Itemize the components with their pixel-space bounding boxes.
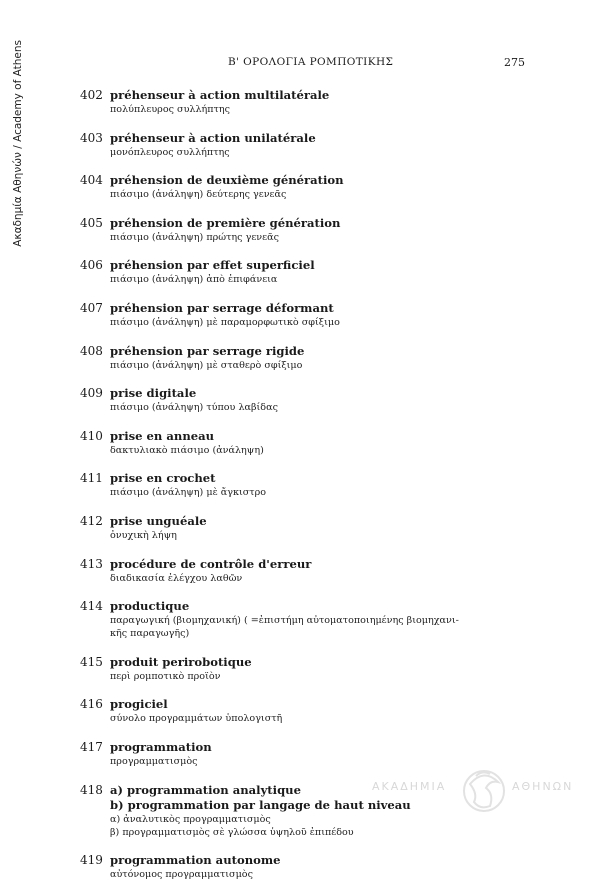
glossary-entry	[80, 258, 540, 286]
french-term	[110, 173, 540, 188]
entry-number: 415	[80, 654, 103, 669]
greek-translation	[110, 712, 540, 725]
entry-number: 406	[80, 258, 103, 273]
greek-translation-line: μονόπλευρος συλλήπτης	[110, 146, 230, 158]
greek-translation-line: διαδικασία ἐλέγχου λαθῶν	[110, 572, 243, 584]
greek-translation-line: περὶ ρομποτικὸ προϊὸν	[110, 670, 221, 682]
glossary-entry	[80, 131, 540, 159]
french-term-line: prise unguéale	[110, 513, 207, 528]
french-term-line: progiciel	[110, 697, 168, 712]
french-term-line: préhenseur à action multilatérale	[110, 88, 330, 102]
french-term-line: programmation autonome	[110, 853, 281, 868]
greek-translation	[110, 670, 540, 683]
entry-number: 404	[80, 173, 103, 188]
greek-translation	[110, 572, 540, 585]
entry-number: 417	[80, 739, 103, 754]
watermark-text-left: ΑΚΑΔΗΜΙΑ	[372, 780, 447, 793]
entry-number: 411	[80, 471, 103, 486]
greek-translation	[110, 231, 540, 244]
french-term	[110, 471, 540, 486]
greek-translation-line: σύνολο προγραμμάτων ὑπολογιστῆ	[110, 713, 283, 725]
entry-number: 409	[80, 386, 103, 401]
french-term-line: productique	[110, 599, 190, 614]
french-term-line: b) programmation par langage de haut niveau	[110, 797, 411, 812]
greek-translation	[110, 359, 540, 372]
french-term	[110, 655, 540, 670]
greek-translation	[110, 868, 540, 881]
greek-translation-line: ὀνυχικὴ λήψη	[110, 529, 177, 541]
entry-number: 416	[80, 697, 103, 712]
greek-translation	[110, 316, 540, 329]
greek-translation	[110, 103, 540, 116]
entry-number: 408	[80, 343, 103, 358]
french-term-line: produit perirobotique	[110, 654, 252, 669]
greek-translation-line: κῆς παραγωγῆς)	[110, 628, 190, 640]
greek-translation-line: πολύπλευρος συλλήπτης	[110, 104, 231, 115]
greek-translation-line: πιάσιμο (ἀνάληψη) ἀπὸ ἐπιφάνεια	[110, 274, 278, 286]
french-term-line: procédure de contrôle d'erreur	[110, 556, 312, 571]
glossary-entry	[80, 216, 540, 244]
watermark-text-right: ΑΘΗΝΩΝ	[512, 780, 574, 793]
entry-number: 414	[80, 599, 103, 614]
greek-translation-line: α) ἀναλυτικὸς προγραμματισμὸς	[110, 813, 271, 825]
page-number: 275	[504, 56, 525, 69]
greek-translation-line: πιάσιμο (ἀνάληψη) μὲ σταθερὸ σφίξιμο	[110, 359, 303, 371]
athena-head-icon	[460, 766, 508, 816]
french-term	[110, 740, 540, 755]
french-term	[110, 853, 540, 868]
glossary-entry	[80, 429, 540, 457]
greek-translation-line: πιάσιμο (ἀνάληψη) πρώτης γενεᾶς	[110, 231, 279, 243]
french-term	[110, 131, 540, 146]
french-term	[110, 386, 540, 401]
glossary-entry	[80, 344, 540, 372]
entry-number: 405	[80, 215, 103, 230]
french-term-line: a) programmation analytique	[110, 782, 301, 797]
entry-number: 419	[80, 853, 103, 868]
french-term-line: préhension par serrage rigide	[110, 343, 305, 358]
french-term-line: préhension par effet superficiel	[110, 258, 315, 273]
french-term	[110, 514, 540, 529]
glossary-entry	[80, 697, 540, 725]
academy-watermark	[372, 766, 572, 816]
entry-number: 413	[80, 556, 103, 571]
french-term-line: préhension de première génération	[110, 215, 341, 230]
entry-number: 412	[80, 513, 103, 528]
french-term-line: prise digitale	[110, 386, 197, 401]
french-term-line: prise en crochet	[110, 471, 216, 486]
greek-translation-line: αὐτόνομος προγραμματισμὸς	[110, 869, 253, 881]
french-term	[110, 557, 540, 572]
greek-translation	[110, 444, 540, 457]
greek-translation	[110, 486, 540, 499]
greek-translation-line: πιάσιμο (ἀνάληψη) μὲ παραμορφωτικὸ σφίξιμο	[110, 316, 340, 328]
entry-number: 407	[80, 300, 103, 315]
greek-translation	[110, 188, 540, 201]
greek-translation-line: προγραμματισμὸς	[110, 755, 198, 767]
glossary-entry	[80, 514, 540, 542]
glossary-entry	[80, 301, 540, 329]
greek-translation-line: πιάσιμο (ἀνάληψη) δεύτερης γενεᾶς	[110, 189, 287, 201]
french-term	[110, 697, 540, 712]
french-term	[110, 216, 540, 231]
greek-translation-line: β) προγραμματισμὸς σὲ γλώσσα ὑψηλοῦ ἐπιπέδου	[110, 826, 354, 838]
entry-number: 418	[80, 782, 103, 797]
greek-translation-line: παραγωγική (βιομηχανική) ( =ἐπιστήμη αὐτοματοποιημένης βιομηχανι-	[110, 615, 459, 627]
running-title: Β' ΟΡΟΛΟΓΙΑ ΡΟΜΠΟΤΙΚΗΣ	[228, 56, 394, 68]
entry-number: 410	[80, 428, 103, 443]
french-term	[110, 88, 540, 103]
french-term-line: préhension par serrage déformant	[110, 300, 334, 315]
glossary-entry	[80, 599, 540, 640]
french-term	[110, 301, 540, 316]
glossary-entry	[80, 88, 540, 116]
greek-translation	[110, 146, 540, 159]
french-term	[110, 344, 540, 359]
glossary-entry	[80, 740, 540, 768]
entry-number: 403	[80, 130, 103, 145]
french-term	[110, 599, 540, 614]
side-note: Ακαδημία Αθηνών / Academy of Athens	[12, 40, 24, 247]
glossary-entry	[80, 655, 540, 683]
glossary-entry	[80, 471, 540, 499]
greek-translation	[110, 614, 540, 640]
glossary-entry	[80, 557, 540, 585]
greek-translation	[110, 401, 540, 414]
glossary-entry	[80, 173, 540, 201]
entry-number: 402	[80, 88, 103, 102]
french-term-line: programmation	[110, 739, 212, 754]
french-term	[110, 429, 540, 444]
greek-translation-line: δακτυλιακὸ πιάσιμο (ἀνάληψη)	[110, 444, 264, 456]
glossary-entry	[80, 853, 540, 881]
greek-translation	[110, 813, 540, 839]
greek-translation-line: πιάσιμο (ἀνάληψη) μὲ ἄγκιστρο	[110, 487, 267, 499]
greek-translation	[110, 273, 540, 286]
glossary-entry	[80, 386, 540, 414]
page-header	[0, 56, 600, 72]
french-term-line: préhension de deuxième génération	[110, 173, 344, 188]
french-term-line: préhenseur à action unilatérale	[110, 130, 316, 145]
greek-translation-line: πιάσιμο (ἀνάληψη) τύπου λαβίδας	[110, 402, 278, 414]
french-term	[110, 258, 540, 273]
greek-translation	[110, 529, 540, 542]
french-term-line: prise en anneau	[110, 428, 215, 443]
